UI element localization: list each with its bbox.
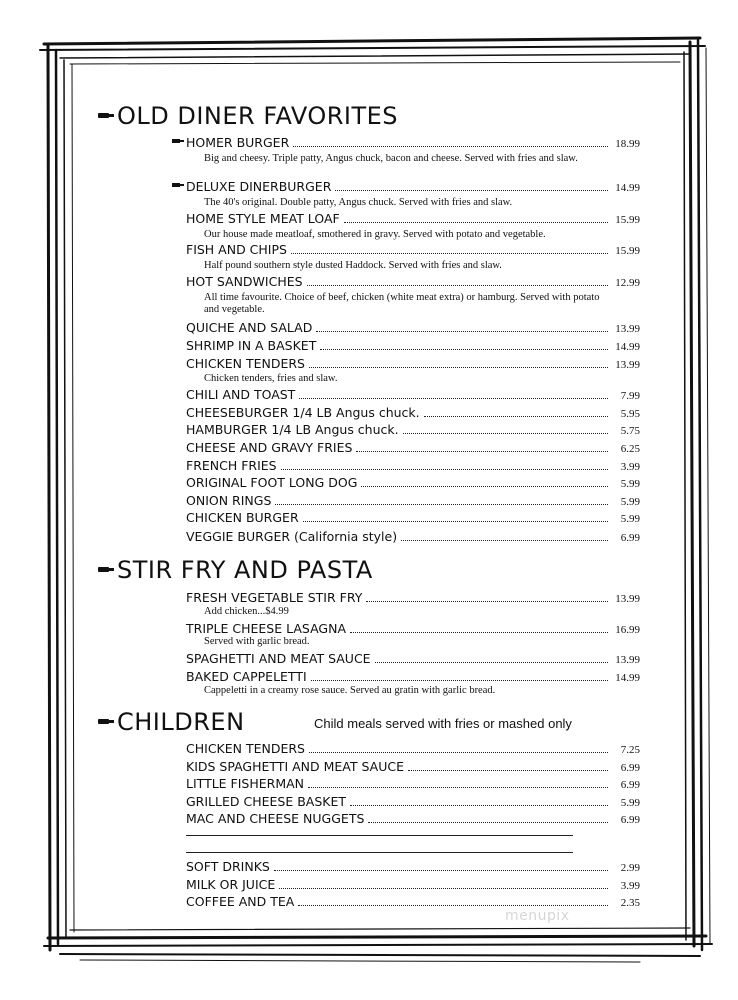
menu-item [186, 793, 640, 809]
menu-item [186, 650, 640, 666]
item-name: GRILLED CHEESE BASKET [186, 794, 347, 809]
item-name: HAMBURGER 1/4 LB Angus chuck. [186, 422, 399, 437]
item-price: 7.25 [620, 744, 640, 756]
menu-item [186, 775, 640, 791]
menu-item [186, 355, 640, 371]
section-title-stir-fry-and-pasta: STIR FRY AND PASTA [98, 556, 373, 584]
item-description: Add chicken...$4.99 [204, 606, 289, 617]
item-price: 2.35 [620, 897, 640, 909]
item-name: HOT SANDWICHES [186, 274, 303, 289]
item-price: 16.99 [615, 624, 640, 636]
item-price: 6.99 [620, 814, 640, 826]
item-description: Our house made meatloaf, smothered in gravy. Served with potato and vegetable. [204, 229, 546, 240]
item-price: 6.99 [620, 762, 640, 774]
item-price: 5.99 [620, 478, 640, 490]
pointing-hand-icon [172, 183, 184, 189]
item-price: 3.99 [620, 461, 640, 473]
item-name: DELUXE DINERBURGER [186, 179, 332, 194]
menu-item [186, 439, 640, 455]
item-description: Served with garlic bread. [204, 636, 310, 647]
item-price: 14.99 [615, 182, 640, 194]
children-note: Child meals served with fries or mashed only [314, 716, 572, 731]
item-price: 5.95 [620, 408, 640, 420]
item-name: BAKED CAPPELETTI [186, 669, 307, 684]
menu-item [186, 319, 640, 335]
menu-item [186, 337, 640, 353]
item-price: 6.99 [620, 532, 640, 544]
divider-line [186, 852, 573, 853]
item-price: 5.99 [620, 513, 640, 525]
menu-item [186, 620, 640, 636]
item-description: Big and cheesy. Triple patty, Angus chuck, bacon and cheese. Served with fries and slaw. [204, 153, 578, 164]
item-name: SPAGHETTI AND MEAT SAUCE [186, 651, 371, 666]
item-name: CHICKEN BURGER [186, 510, 299, 525]
item-name: ONION RINGS [186, 493, 272, 508]
menu-item [186, 134, 640, 150]
menu-item [186, 386, 640, 402]
item-name: CHICKEN TENDERS [186, 741, 305, 756]
item-name: FRENCH FRIES [186, 458, 277, 473]
watermark: menupix [505, 908, 570, 924]
item-name: TRIPLE CHEESE LASAGNA [186, 621, 346, 636]
pointing-hand-icon [98, 718, 114, 726]
menu-item [186, 668, 640, 684]
menu-item [186, 178, 640, 194]
menu-item [186, 810, 640, 826]
item-price: 6.99 [620, 779, 640, 791]
item-description: Half pound southern style dusted Haddock. Served with fries and slaw. [204, 260, 502, 271]
item-price: 5.99 [620, 496, 640, 508]
item-price: 6.25 [620, 443, 640, 455]
item-name: MILK OR JUICE [186, 877, 276, 892]
menu-item [186, 509, 640, 525]
item-name: CHILI AND TOAST [186, 387, 296, 402]
menu-item [186, 740, 640, 756]
item-description: The 40's original. Double patty, Angus chuck. Served with fries and slaw. [204, 197, 513, 208]
pointing-hand-icon [98, 112, 114, 120]
item-price: 12.99 [615, 277, 640, 289]
item-price: 18.99 [615, 138, 640, 150]
menu-item [186, 858, 640, 874]
menu-item [186, 273, 640, 289]
item-name: LITTLE FISHERMAN [186, 776, 305, 791]
item-name: CHEESEBURGER 1/4 LB Angus chuck. [186, 405, 420, 420]
item-price: 13.99 [615, 593, 640, 605]
divider-line [186, 835, 573, 836]
menu-item [186, 893, 640, 909]
item-price: 5.99 [620, 797, 640, 809]
item-description: All time favourite. Choice of beef, chicken (white meat extra) or hamburg. Served with potato and vegetable. [204, 292, 600, 315]
item-price: 2.99 [620, 862, 640, 874]
menu-item [186, 876, 640, 892]
item-price: 13.99 [615, 323, 640, 335]
item-name: QUICHE AND SALAD [186, 320, 313, 335]
item-description: Chicken tenders, fries and slaw. [204, 373, 338, 384]
menu-item [186, 241, 640, 257]
item-name: MAC AND CHEESE NUGGETS [186, 811, 365, 826]
item-description: Cappeletti in a creamy rose sauce. Served au gratin with garlic bread. [204, 685, 496, 696]
item-price: 5.75 [620, 425, 640, 437]
item-name: KIDS SPAGHETTI AND MEAT SAUCE [186, 759, 404, 774]
item-name: FRESH VEGETABLE STIR FRY [186, 590, 363, 605]
item-price: 15.99 [615, 214, 640, 226]
pointing-hand-icon [172, 139, 184, 145]
item-name: HOME STYLE MEAT LOAF [186, 211, 340, 226]
item-name: COFFEE AND TEA [186, 894, 295, 909]
section-title-old-diner-favorites: OLD DINER FAVORITES [98, 102, 398, 130]
item-name: FISH AND CHIPS [186, 242, 287, 257]
item-name: CHEESE AND GRAVY FRIES [186, 440, 353, 455]
menu-item [186, 404, 640, 420]
item-price: 13.99 [615, 654, 640, 666]
item-name: HOMER BURGER [186, 135, 290, 150]
item-price: 15.99 [615, 245, 640, 257]
menu-item [186, 210, 640, 226]
menu-item [186, 758, 640, 774]
menu-item [186, 421, 640, 437]
item-price: 13.99 [615, 359, 640, 371]
menu-item [186, 492, 640, 508]
menu-item [186, 528, 640, 544]
item-price: 7.99 [620, 390, 640, 402]
item-name: CHICKEN TENDERS [186, 356, 305, 371]
menu-item [186, 589, 640, 605]
item-name: ORIGINAL FOOT LONG DOG [186, 475, 358, 490]
item-name: SOFT DRINKS [186, 859, 270, 874]
item-price: 14.99 [615, 672, 640, 684]
item-price: 14.99 [615, 341, 640, 353]
item-price: 3.99 [620, 880, 640, 892]
pointing-hand-icon [98, 566, 114, 574]
item-name: VEGGIE BURGER (California style) [186, 529, 398, 544]
menu-item [186, 457, 640, 473]
item-name: SHRIMP IN A BASKET [186, 338, 317, 353]
section-title-children: CHILDREN [98, 708, 245, 736]
menu-item [186, 474, 640, 490]
